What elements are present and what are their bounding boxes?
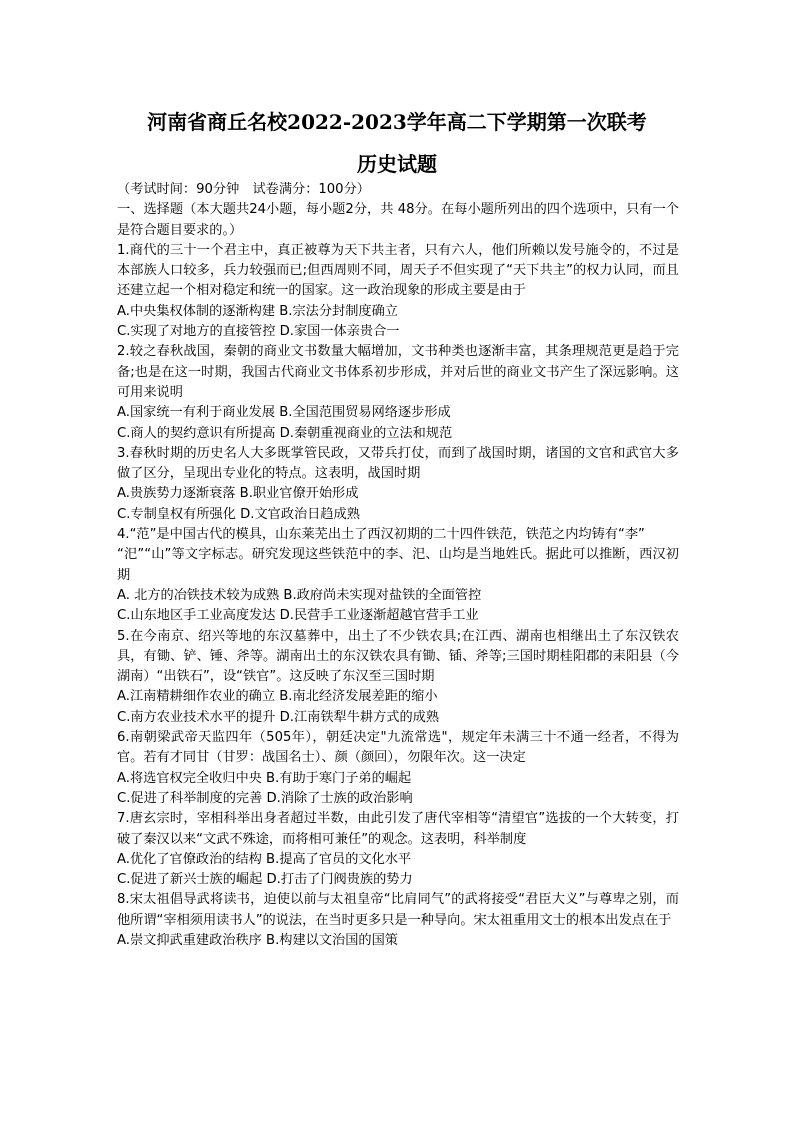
question-stem: 8.宋太祖倡导武将读书，迫使以前与太祖皇帝“比肩同气”的武将接受“君臣大义”与尊卑之别，而他所谓“宰相须用读书人”的说法，在当时更多只是一种导向。宋太祖重用文士的根本出发点在于 (117, 892, 679, 928)
question-6 (117, 728, 679, 809)
document-subtitle: 历史试题 (357, 152, 437, 176)
question-stem: 5.在今南京、绍兴等地的东汉墓葬中，出土了不少铁农具;在江西、湖南也相继出土了东汉铁农具，有锄、铲、锤、斧等。湖南出土的东汉铁农具有锄、锸、斧等;三国时期桂阳郡的耒阳县（今湖南）“出铁石”，设“铁官”。这反映了东汉至三国时期 (117, 628, 679, 685)
question-7 (117, 809, 679, 890)
question-option: A. 北方的冶铁技术较为成熟 B.政府尚未实现对盐铁的全面管控 (117, 587, 482, 603)
question-option: A.崇文抑武重建政治秩序 B.构建以文治国的国策 (117, 932, 398, 948)
question-option: A.将选官权完全收归中央 B.有助于寒门子弟的崛起 (117, 770, 412, 786)
question-option: A.优化了官僚政治的结构 B.提高了官员的文化水平 (117, 851, 412, 867)
question-stem: 2.较之春秋战国，秦朝的商业文书数量大幅增加，文书种类也逐渐丰富，其条理规范更是趋于完备;也是在这一时期，我国古代商业文书体系初步形成，并对后世的商业文书产生了深远影响。这可用来说明 (117, 344, 679, 400)
question-option: C.南方农业技术水平的提升 D.江南铁犁牛耕方式的成熟 (117, 709, 440, 725)
document-body (117, 180, 679, 951)
section-heading: 一、选择题（本大题共24小题，每小题2分，共 48分。在每小题所列出的四个选项中，只有一个是符合题目要求的。） (117, 202, 679, 238)
document-title: 河南省商丘名校2022-2023学年高二下学期第一次联考 (147, 110, 647, 134)
question-stem: 7.唐玄宗时，宰相科举出身者超过半数，由此引发了唐代宰相等“清望官”选拔的一个大转变，打破了秦汉以来“文武不殊途，而将相可兼任”的观念。这表明，科举制度 (117, 811, 679, 847)
question-stem: 1.商代的三十一个君主中，真正被尊为天下共主者，只有六人，他们所赖以发号施令的，不过是本部族人口较多，兵力较强而已;但西周则不同，周天子不但实现了“天下共主”的权力认同，而且还建立起一个相对稳定和统一的国家。这一政治现象的形成主要是由于 (117, 242, 679, 299)
question-option: C.山东地区手工业高度发达 D.民营手工业逐渐超越官营手工业 (117, 608, 479, 624)
question-1 (117, 241, 679, 342)
question-option: A.中央集权体制的逐渐构建 B.宗法分封制度确立 (117, 303, 398, 319)
question-option: C.专制皇权有所强化 D.文官政治日趋成熟 (117, 506, 360, 522)
question-3 (117, 444, 679, 525)
question-stem: 4.“范”是中国古代的模具，山东莱芜出土了西汉初期的二十四件铁范，铁范之内均铸有“李” (117, 527, 645, 543)
question-2 (117, 342, 679, 443)
exam-info: （考试时间：90分钟 试卷满分：100分） (117, 182, 370, 197)
question-5 (117, 627, 679, 728)
question-option: A.贵族势力逐渐衰落 B.职业官僚开始形成 (117, 486, 359, 502)
question-option: C.商人的契约意识有所提高 D.秦朝重视商业的立法和规范 (117, 425, 453, 441)
question-option: A.国家统一有利于商业发展 B.全国范围贸易网络逐步形成 (117, 405, 451, 421)
question-stem: 3.春秋时期的历史名人大多既掌管民政，又带兵打仗，而到了战国时期，诸国的文官和武官大多做了区分，呈现出专业化的特点。这表明，战国时期 (117, 445, 679, 482)
question-4 (117, 525, 679, 626)
question-option: C.促进了科举制度的完善 D.消除了士族的政治影响 (117, 790, 413, 806)
question-option: C.实现了对地方的直接管控 D.家国一体亲贵合一 (117, 324, 400, 340)
question-option: A.江南精耕细作农业的确立 B.南北经济发展差距的缩小 (117, 689, 438, 705)
question-stem-continuation: “汜”“山”等文字标志。研究发现这些铁范中的李、汜、山均是当地姓氏。据此可以推断，西汉初期 (117, 547, 679, 583)
question-option: C.促进了新兴士族的崛起 D.打击了门阀贵族的势力 (117, 872, 413, 888)
question-8 (117, 890, 679, 951)
question-stem: 6.南朝梁武帝天监四年（505年），朝廷决定"九流常选"，规定年未满三十不通一经者，不得为官。若有才同甘（甘罗：战国名士）、颜（颜回），勿限年次。这一决定 (117, 730, 679, 766)
